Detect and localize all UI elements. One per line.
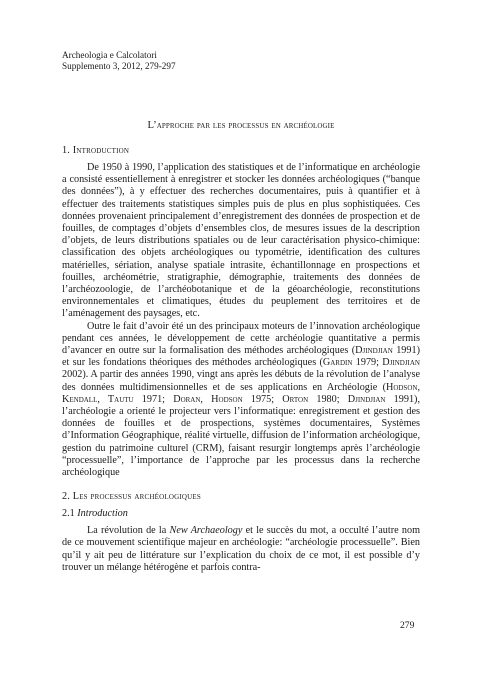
- paragraph-2-text: 1991) et sur les fondations théoriques des méthodes archéologiques (: [62, 345, 420, 369]
- paper-page: [62, 50, 420, 574]
- article-title: L’approche par les processus en archéologie: [147, 120, 335, 131]
- paragraph-1: [62, 162, 420, 321]
- citation: Djindjian: [382, 357, 420, 369]
- citation: Djindjian: [347, 393, 386, 405]
- citation: Hodson, Kendall, Tautu: [62, 381, 420, 405]
- subsection-heading: [62, 508, 420, 519]
- paragraph-1-text: De 1950 à 1990, l’application des statistiques et de l’informatique en archéologie a consisté essentiellement à enregistrer et stocker les données archéologiques (“banque des données”), à y effectuer des recherches documentaires, puis à quantifier et à effectuer des traitements statistiques simples puis de plus en plus sophistiquées. Ces données provenaient principalement d’enregistrement des données de prospection et de fouilles, de comptages d’objets d’ensembles clos, de mesures issues de la description d’objets, de leurs distributions spatiales ou de leur caractérisation physico-chimique: classification des objets archéologiques ou typométrie, identification des cultures matérielles, sériation, analyse spatiale intrasite, échantillonnage en prospections et fouilles, archéométrie, stratigraphie, démographie, traitements des données de l’archéozoologie, de l’archéobotanique et de la géoarchéologie, reconstitutions environnementales et climatiques, études du peuplement des territoires et de l’aménagement des paysages, etc.: [62, 162, 420, 320]
- paragraph-2-text: 1980;: [308, 393, 348, 405]
- paragraph-2: [62, 321, 420, 480]
- paragraph-2-text: 1975;: [242, 393, 283, 405]
- subsection-title: Introduction: [77, 508, 128, 520]
- emphasis-new-archaeology: New Archaeology: [169, 525, 243, 537]
- journal-header: [62, 50, 420, 72]
- journal-issue: Supplemento 3, 2012, 279-297: [62, 61, 176, 71]
- section-heading-processus: 2. Les processus archéologiques: [62, 491, 201, 503]
- paragraph-3-text: et le succès du mot, a occulté l’autre nom de ce mouvement scientifique majeur en archéologie: “archéologie processuelle”. Bien qu’il y ait peu de littérature sur l’explication du choix de ce mot, il est possible d’y trouver un mélange hétérogène et parfois contra-: [62, 525, 420, 573]
- paragraph-2-text: 1971;: [133, 393, 174, 405]
- subsection-number: 2.1: [62, 508, 78, 520]
- section-heading-introduction: 1. Introduction: [62, 145, 130, 156]
- citation: Doran, Hodson: [173, 393, 243, 405]
- paragraph-2-text: 2002). A partir des années 1990, vingt ans après les débuts de la révolution de l’analyse des données multidimensionnelles et de ses applications en Archéologie (: [62, 369, 420, 393]
- citation: Djindjian: [355, 345, 393, 357]
- page-number: 279: [400, 620, 415, 631]
- citation: Gardin: [322, 357, 353, 369]
- paragraph-3: [62, 525, 420, 574]
- paragraph-2-text: 1979;: [352, 357, 383, 369]
- paragraph-3-text: La révolution de la: [87, 525, 170, 537]
- citation: Orton: [282, 393, 309, 405]
- paragraph-2-text: Outre le fait d’avoir été un des principaux moteurs de l’innovation archéologique pendant ces années, le développement de cette archéologie quantitative a permis d’avancer en outre sur la formalisation des méthodes archéologiques (: [62, 320, 420, 357]
- paragraph-2-text: 1991), l’archéologie a orienté le projecteur vers l’informatique: enregistrement et gestion des données de fouilles et de prospections, systèmes documentaires, Systèmes d’Information Géographique, réalité virtuelle, diffusion de l’information archéologique, gestion du patrimoine culturel (CRM), faisant resurgir longtemps après l’archéologie “processuelle”, l’importance de l’approche par les processus dans la recherche archéologique: [62, 393, 420, 479]
- journal-name: Archeologia e Calcolatori: [62, 50, 157, 60]
